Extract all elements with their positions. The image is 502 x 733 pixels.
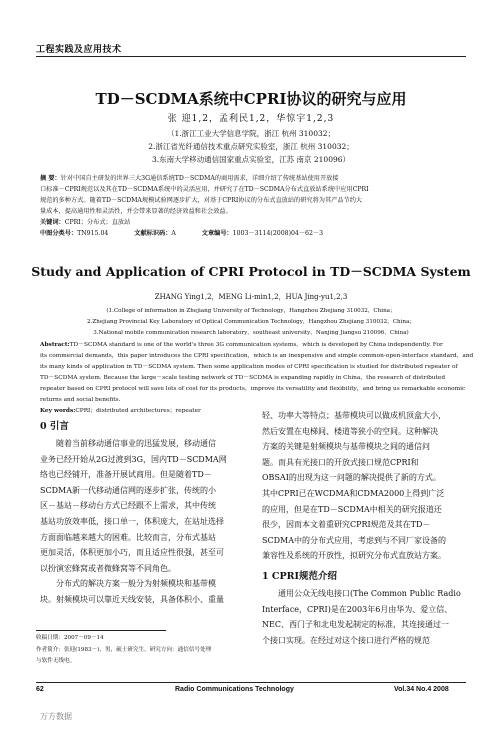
footnote-author: 作者简介：张迎(1983－)，男，硕士研究生。研究方向：通信信号处理 bbox=[36, 647, 212, 653]
body-line: 基站功放效率低，接口单一，体积庞大，在站址选择 bbox=[40, 516, 224, 526]
footnote-author-cont: 与软件无线电。 bbox=[36, 658, 76, 664]
cn-doc-label: 文献标识码： bbox=[134, 230, 172, 237]
en-affiliation-3: 3.National mobile communication research laboratory，southeast university，Nanjing Jiangsu 210096，China) bbox=[93, 330, 409, 336]
body-line: 业务已经开始从2G过渡到3G，国内TD－SCDMA网 bbox=[40, 454, 227, 464]
body-line: 通用公众无线电接口(The Common Public Radio bbox=[278, 589, 461, 598]
volume-info: Vol.34 No.4 2008 bbox=[394, 686, 449, 693]
cn-affiliation-3: 3.东南大学移动通信国家重点实验室，江苏 南京 210096） bbox=[151, 155, 351, 164]
en-abstract-line: returns and social benefits. bbox=[40, 397, 121, 403]
body-line: NEC、西门子和北电发起制定的标准，其连接通过一 bbox=[262, 620, 449, 630]
body-line: OBSAI的出现为这一问题的解决提供了新的方式。 bbox=[262, 473, 441, 483]
body-line: 其中CPRI已在WCDMA和CDMA2000上得到广泛 bbox=[262, 488, 445, 498]
body-line: 块。射频模块可以靠近天线安装，具备体积小、重量 bbox=[40, 594, 224, 604]
right-column-2 bbox=[262, 586, 467, 648]
en-abstract-line: its many kinds of application in TD－SCDMA system. Then some application modes of CPRI specification is studied for distributed repeater of bbox=[40, 364, 458, 370]
cn-abstract-line: 口标准－CPRI规范以及其在TD－SCDMA系统中的灵活应用，并研究了在TD－SCDMA分布式直放站系统中应用CPRI bbox=[40, 186, 369, 193]
en-keywords-label: Key words: bbox=[40, 408, 76, 414]
en-authors: ZHANG Ying1,2，MENG Li-min1,2，HUA Jing-yu1,2,3 bbox=[154, 293, 348, 301]
body-line: 以扮演宏蜂窝或者微蜂窝等不同角色。 bbox=[40, 563, 176, 573]
body-line: 个接口实现。在经过对这个接口进行严格的规范 bbox=[262, 635, 430, 645]
en-abstract-line: repeater based on CPRI protocol will save lots of cost for its products，improve its versatility and flexibility，and bring us remarkable economic bbox=[40, 386, 466, 392]
en-abstract-line: TD－SCDMA standard is one of the world's three 3G communication systems，which is developed by China independently. For bbox=[69, 342, 443, 348]
footnote-rule bbox=[36, 630, 166, 631]
body-line: 随着当前移动通信事业的迅猛发展，移动通信 bbox=[56, 439, 216, 448]
en-abstract bbox=[40, 340, 474, 417]
journal-name: Radio Communications Technology bbox=[175, 686, 294, 693]
cn-keywords-label: 关键词： bbox=[40, 219, 65, 226]
section-0-title: 0 引言 bbox=[40, 421, 69, 432]
footnote-received: 收稿日期：2007－09－14 bbox=[36, 635, 104, 641]
cn-authors: 张 迎1,2，孟利民1,2，华惊宇1,2,3 bbox=[167, 114, 335, 124]
body-line: 方面面临越来越大的困难。比较而言，分布式基站 bbox=[40, 532, 216, 542]
en-abstract-label: Abstract: bbox=[40, 342, 70, 348]
body-line: 兼容性及系统的开放性，拟研究分布式直放站方案。 bbox=[262, 551, 446, 561]
en-abstract-line: its commercial demands，this paper introduces the CPRI specification，which is an inexpensive and simple common-open-interface standard，and bbox=[40, 353, 474, 359]
en-affiliation-1: (1.College of information in Zhejiang University of Technology，Hangzhou Zhejiang 310032，China； bbox=[106, 308, 396, 314]
body-line: 更加灵活，体积更加小巧，而且适应性很强，甚至可 bbox=[40, 548, 224, 558]
body-line: 的应用，但是在TD－SCDMA中相关的研究报道还 bbox=[262, 504, 442, 514]
body-line: 方案的关键是射频模块与基带模块之间的通信问 bbox=[262, 442, 430, 452]
body-line: 区－基站－移动台方式已经跟不上需求，其中传统 bbox=[40, 501, 216, 511]
cn-abstract-line: 量成本，提高通用性和灵活性，并会带来显著的经济效益和社会效益。 bbox=[40, 208, 232, 215]
header-rule bbox=[36, 56, 466, 57]
cn-abstract-label: 摘 要： bbox=[40, 175, 61, 182]
cn-abstract-line: 规范的多种方式。随着TD－SCDMA规模试验网逐步扩大，对基于CPRI协议的分布式直放站的研究将为其产品节约大 bbox=[40, 197, 363, 204]
cn-article: 1003－3114(2008)04－62－3 bbox=[232, 230, 324, 237]
en-abstract-line: TD－SCDMA system. Because the large－scale testing network of TD－SCDMA is expanding rapidly in China，the research of distributed bbox=[40, 375, 446, 381]
cn-title: TD－SCDMA系统中CPRI协议的研究与应用 bbox=[95, 90, 407, 108]
en-title: Study and Application of CPRI Protocol in TD－SCDMA System bbox=[31, 264, 471, 279]
cn-affiliation-1: （1.浙江工业大学信息学院，浙江 杭州 310032； bbox=[166, 129, 336, 138]
body-line: 分布式的解决方案一般分为射频模块和基带模 bbox=[56, 579, 216, 589]
cn-affiliation-2: 2.浙江省光纤通信技术重点研究实验室，浙江 杭州 310032； bbox=[148, 142, 354, 151]
cn-abstract bbox=[40, 173, 464, 239]
body-line: SCDMA新一代移动通信网的逐步扩张，传统的小 bbox=[40, 485, 216, 495]
section-1-title: 1 CPRI规范介绍 bbox=[262, 571, 337, 582]
page-number: 62 bbox=[36, 686, 44, 693]
body-line: 题。而具有光接口的开放式接口规范CPRI和 bbox=[262, 457, 419, 467]
left-column bbox=[40, 436, 252, 608]
en-affiliation-2: 2.Zhejiang Provincial Key Laboratory of Optical Communication Technology，Hangzhou Zhejiang 310032，China； bbox=[87, 319, 415, 325]
cn-article-label: 文章编号： bbox=[201, 230, 233, 237]
en-keywords: CPRI；distributed architectures；repeater bbox=[75, 408, 201, 414]
footer-rule bbox=[36, 682, 466, 683]
body-line: 络也已经铺开，准备开展试商用。但是随着TD－ bbox=[40, 470, 212, 480]
body-line: 然后安置在电梯间、楼道等狭小的空间。这种解决 bbox=[262, 426, 438, 436]
journal-section-header: 工程实践及应用技术 bbox=[36, 45, 122, 55]
cn-class: TN915.04 bbox=[77, 230, 109, 237]
body-line: Interface，CPRI)是在2003年6月由华为、爱立信、 bbox=[262, 604, 453, 614]
watermark: 万方数据 bbox=[40, 712, 72, 721]
body-line: 很少，因而本文着重研究CPRI规范及其在TD－ bbox=[262, 520, 431, 530]
cn-class-label: 中图分类号： bbox=[40, 230, 78, 237]
cn-doc: A bbox=[171, 230, 176, 237]
body-line: SCDMA中的分布式应用，考虑到与不同厂家设备的 bbox=[262, 535, 446, 545]
cn-keywords: CPRI；分布式；直放站 bbox=[64, 219, 131, 226]
body-line: 轻、功率大等特点；基带模块可以做成机顶盒大小， bbox=[262, 411, 446, 420]
cn-abstract-line: 针对中国自主研发的世界三大3G通信系统TD－SCDMA的商用需求，详细介绍了传统基站使用开放接 bbox=[60, 175, 339, 182]
right-column bbox=[262, 408, 467, 564]
